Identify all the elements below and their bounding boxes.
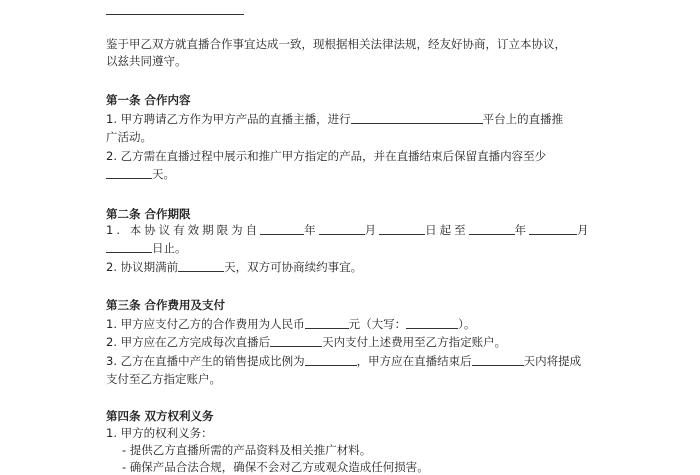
renewal-text: 2. 协议期满前 xyxy=(106,260,179,274)
article-1-item-2-tail: 天。 xyxy=(152,167,175,181)
month-label: 月 xyxy=(364,223,380,237)
article-1-heading: 第一条 合作内容 xyxy=(106,93,191,107)
payment-tail: 天内支付上述费用至乙方指定账户。 xyxy=(322,335,507,349)
fee-capital-label: 元（大写： xyxy=(348,317,407,331)
retention-days-blank xyxy=(106,166,152,179)
article-1-item-2-cont xyxy=(106,166,175,182)
article-3-item-2 xyxy=(106,334,506,350)
article-1-item-2: 2. 乙方需在直播过程中展示和推广甲方指定的产品，并在直播结束后保留直播内容至少 xyxy=(106,149,547,163)
commission-mid: ，甲方应在直播结束后 xyxy=(356,354,472,368)
start-day-blank xyxy=(379,222,425,235)
month-label: 月 xyxy=(577,223,592,237)
article-3-heading: 第三条 合作费用及支付 xyxy=(106,298,226,312)
article-4-heading: 第四条 双方权利义务 xyxy=(106,409,214,423)
renewal-tail: 天，双方可协商续约事宜。 xyxy=(224,260,363,274)
article-3-item-3 xyxy=(106,353,581,369)
article-1-item-1-cont: 广活动。 xyxy=(106,130,152,144)
day-end-label: 日止。 xyxy=(152,241,187,255)
year-label: 年 xyxy=(514,223,530,237)
day-from-label: 日起至 xyxy=(425,223,469,237)
fee-tail: ）。 xyxy=(458,317,476,331)
payment-days-blank xyxy=(270,334,322,347)
commission-text: 3. 乙方在直播中产生的销售提成比例为 xyxy=(106,354,305,368)
end-day-blank xyxy=(106,240,152,253)
preamble-line-2: 以兹共同遵守。 xyxy=(106,54,187,68)
end-month-blank xyxy=(529,222,577,235)
article-3-item-3-cont: 支付至乙方指定账户。 xyxy=(106,372,221,386)
article-4-bullet-2: - 确保产品合法合规，确保不会对乙方或观众造成任何损害。 xyxy=(122,460,429,474)
end-year-blank xyxy=(469,222,515,235)
commission-rate-blank xyxy=(305,353,357,366)
fee-amount-blank xyxy=(305,316,349,329)
platform-blank xyxy=(351,111,483,124)
payment-text: 2. 甲方应在乙方完成每次直播后 xyxy=(106,335,271,349)
renewal-days-blank xyxy=(178,259,224,272)
article-4-bullet-1: - 提供乙方直播所需的产品资料及相关推广材料。 xyxy=(122,443,372,457)
article-3-item-1 xyxy=(106,316,475,332)
article-2-heading: 第二条 合作期限 xyxy=(106,207,191,221)
article-1-item-1 xyxy=(106,111,563,127)
article-2-item-1-cont xyxy=(106,240,187,256)
start-month-blank xyxy=(319,222,365,235)
fee-text: 1. 甲方应支付乙方的合作费用为人民币 xyxy=(106,317,305,331)
year-label: 年 xyxy=(304,223,319,237)
term-text: 1. 本协议有效期限为自 xyxy=(106,223,261,237)
start-year-blank xyxy=(260,222,304,235)
article-4-item-1: 1. 甲方的权利义务： xyxy=(106,426,213,440)
article-1-item-1-text: 1. 甲方聘请乙方作为甲方产品的直播主播，进行 xyxy=(106,112,351,126)
commission-tail: 天内将提成 xyxy=(523,354,582,368)
article-2-item-1 xyxy=(106,222,592,238)
article-2-item-2 xyxy=(106,259,362,275)
title-underline xyxy=(106,14,244,15)
commission-days-blank xyxy=(472,353,524,366)
preamble-line-1: 鉴于甲乙双方就直播合作事宜达成一致，现根据相关法律法规，经友好协商，订立本协议， xyxy=(106,37,566,51)
article-1-item-1-tail: 平台上的直播推 xyxy=(482,112,564,126)
fee-capital-blank xyxy=(406,316,458,329)
